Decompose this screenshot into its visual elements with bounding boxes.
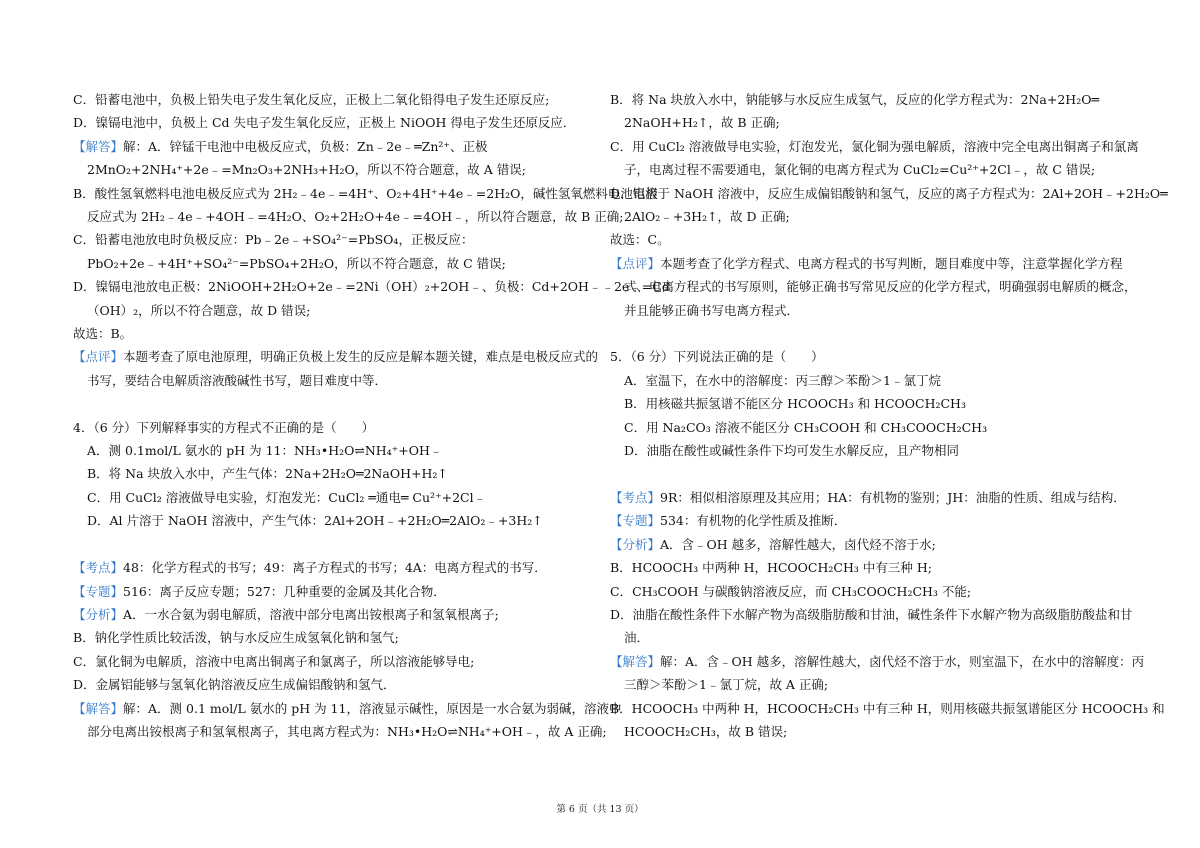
text-line [610, 603, 1133, 626]
line-text: PbO₂+2e﹣+4H⁺+SO₄²⁻=PbSO₄+2H₂O，所以不符合题意，故 C 错误; [87, 255, 506, 271]
line-text: D．Al 片溶于 NaOH 溶液中，产生气体：2Al+2OH﹣+2H₂O═2AlO₂﹣+3H₂↑ [87, 513, 543, 529]
text-line [610, 673, 1130, 696]
line-text: 4．（6 分）下列解释事实的方程式不正确的是（ ） [73, 419, 375, 435]
text-line [73, 673, 588, 696]
page-footer: 第 6 页（共 13 页） [556, 804, 644, 815]
spacer [610, 322, 1130, 345]
text-line [610, 111, 1130, 134]
text-line [73, 626, 588, 649]
section-tag: 【专题】 [73, 583, 124, 599]
text-line [610, 252, 1130, 275]
section-tag: 【解答】 [73, 700, 124, 716]
text-line [73, 88, 588, 111]
line-text: 故选：C。 [610, 232, 670, 248]
spacer [73, 392, 588, 415]
text-line [610, 158, 1130, 181]
line-text: D．镍镉电池放电正极：2NiOOH+2H₂O+2e﹣=2Ni（OH）₂+2OH﹣、负极：Cd+2OH﹣﹣2e﹣=Cd [73, 279, 670, 295]
text-line [73, 322, 588, 345]
line-text: B．HCOOCH₃ 中两种 H，HCOOCH₂CH₃ 中有三种 H，则用核磁共振氢谱能区分 HCOOCH₃ 和 [610, 700, 1165, 716]
text-line [610, 650, 1145, 673]
line-text: 2NaOH+H₂↑，故 B 正确; [624, 115, 780, 131]
text-line [73, 345, 599, 368]
line-text: C．氯化铜为电解质，溶液中电离出铜离子和氯离子，所以溶液能够导电; [73, 653, 475, 669]
text-line [610, 697, 1165, 720]
line-text: 5．（6 分）下列说法正确的是（ ） [610, 349, 824, 365]
section-tag: 【考点】 [73, 560, 124, 576]
line-text: 子，电离过程不需要通电，氯化铜的电离方程式为 CuCl₂=Cu²⁺+2Cl﹣，故 C 错误; [624, 162, 1096, 178]
line-text: C．用 CuCl₂ 溶液做导电实验，灯泡发光，氯化铜为强电解质，溶液中完全电离出铜离子和氯离 [610, 138, 1139, 154]
text-line [73, 439, 588, 462]
line-text: D．镍镉电池中，负极上 Cd 失电子发生氧化反应，正极上 NiOOH 得电子发生还原反应． [73, 115, 576, 131]
text-line [73, 556, 588, 579]
text-line [610, 369, 1130, 392]
text-line [610, 88, 1130, 111]
text-line [610, 509, 1130, 532]
text-line [610, 228, 1130, 251]
text-line [610, 135, 1139, 158]
line-text: 解：A．含﹣OH 越多，溶解性越大，卤代烃不溶于水，则室温下，在水中的溶解度：丙 [660, 653, 1145, 669]
section-tag: 【专题】 [610, 513, 661, 529]
text-line [73, 462, 588, 485]
text-line [73, 252, 588, 275]
text-line [610, 580, 1130, 603]
line-text: C．CH₃COOH 与碳酸钠溶液反应，而 CH₃COOCH₂CH₃ 不能; [610, 583, 972, 599]
line-text: 9R：相似相溶原理及其应用；HA：有机物的鉴别；JH：油脂的性质、组成与结构． [660, 489, 1126, 505]
text-line [610, 556, 1130, 579]
line-text: 并且能够正确书写电离方程式． [624, 302, 800, 318]
text-line [610, 439, 1130, 462]
line-text: B．将 Na 块放入水中，产生气体：2Na+2H₂O═2NaOH+H₂↑ [87, 466, 448, 482]
line-text: 解：A．测 0.1 mol/L 氨水的 pH 为 11，溶液显示碱性，原因是一水合氨为弱碱，溶液中 [123, 700, 622, 716]
line-text: B．用核磁共振氢谱不能区分 HCOOCH₃ 和 HCOOCH₂CH₃ [624, 396, 966, 412]
line-text: 书写，要结合电解质溶液酸碱性书写，题目难度中等． [87, 372, 388, 388]
line-text: B．酸性氢氧燃料电池电极反应式为 2H₂﹣4e﹣=4H⁺、O₂+4H⁺+4e﹣=2H₂O，碱性氢氧燃料电池电极 [73, 185, 658, 201]
text-line [610, 486, 1130, 509]
section-tag: 【分析】 [610, 536, 661, 552]
section-tag: 【点评】 [610, 255, 661, 271]
line-text: 2AlO₂﹣+3H₂↑，故 D 正确; [624, 209, 790, 225]
text-line [610, 392, 1130, 415]
line-text: （OH）₂，所以不符合题意，故 D 错误; [87, 302, 311, 318]
text-line [73, 182, 658, 205]
text-line [73, 158, 588, 181]
line-text: A．含﹣OH 越多，溶解性越大，卤代烃不溶于水; [660, 536, 936, 552]
line-text: 解：A．锌锰干电池中电极反应式，负极：Zn﹣2e﹣═Zn²⁺、正极 [123, 138, 488, 154]
text-line [73, 603, 588, 626]
line-text: B．将 Na 块放入水中，钠能够与水反应生成氢气，反应的化学方程式为：2Na+2H₂O═ [610, 92, 1099, 107]
text-line [73, 416, 588, 439]
section-tag: 【解答】 [610, 653, 661, 669]
text-line [610, 299, 1130, 322]
line-text: 本题考查了原电池原理，明确正负极上发生的反应是解本题关键，难点是电极反应式的 [123, 349, 599, 365]
line-text: B．钠化学性质比较活泼，钠与水反应生成氢氧化钠和氢气; [73, 630, 399, 646]
text-line [73, 111, 588, 134]
line-text: 三醇＞苯酚＞1﹣氯丁烷，故 A 正确; [624, 677, 829, 693]
text-line [73, 509, 588, 532]
line-text: C．铅蓄电池中，负极上铅失电子发生氧化反应，正极上二氧化铅得电子发生还原反应; [73, 92, 550, 107]
line-text: 48：化学方程式的书写；49：离子方程式的书写；4A：电离方程式的书写． [123, 560, 547, 576]
right-column [610, 88, 1168, 743]
text-line [610, 533, 1130, 556]
line-text: 本题考查了化学方程式、电离方程式的书写判断，题目难度中等，注意掌握化学方程 [660, 255, 1123, 271]
section-tag: 【点评】 [73, 349, 124, 365]
text-line [73, 228, 588, 251]
line-text: B．HCOOCH₃ 中两种 H，HCOOCH₂CH₃ 中有三种 H; [610, 560, 932, 576]
line-text: A．室温下，在水中的溶解度：丙三醇＞苯酚＞1﹣氯丁烷 [624, 372, 941, 388]
text-line [610, 205, 1130, 228]
line-text: D．油脂在酸性或碱性条件下均可发生水解反应，且产物相同 [624, 443, 960, 459]
line-text: C．用 Na₂CO₃ 溶液不能区分 CH₃COOH 和 CH₃COOCH₂CH₃ [624, 419, 988, 435]
text-line [610, 182, 1168, 205]
line-text: 部分电离出铵根离子和氢氧根离子，其电离方程式为：NH₃•H₂O⇌NH₄⁺+OH﹣，故 A 正确; [87, 723, 607, 739]
text-line [73, 580, 588, 603]
line-text: D．铝溶于 NaOH 溶液中，反应生成偏铝酸钠和氢气，反应的离子方程式为：2Al+2OH﹣+2H₂O═ [610, 185, 1168, 201]
line-text: 反应式为 2H₂﹣4e﹣+4OH﹣=4H₂O、O₂+2H₂O+4e﹣=4OH﹣，所以符合题意，故 B 正确; [87, 209, 624, 225]
text-line [73, 205, 624, 228]
line-text: D．金属铝能够与氢氧化钠溶液反应生成偏铝酸钠和氢气． [73, 677, 396, 693]
line-text: HCOOCH₂CH₃，故 B 错误; [624, 723, 788, 739]
section-tag: 【分析】 [73, 606, 124, 622]
line-text: 式、电离方程式的书写原则，能够正确书写常见反应的化学方程式，明确强弱电解质的概念， [624, 279, 1137, 295]
spacer [73, 533, 588, 556]
line-text: C．用 CuCl₂ 溶液做导电实验，灯泡发光：CuCl₂ ═通电═ Cu²⁺+2Cl﹣ [87, 489, 487, 505]
spacer [610, 462, 1130, 485]
text-line [73, 650, 588, 673]
line-text: C．铅蓄电池放电时负极反应：Pb﹣2e﹣+SO₄²⁻=PbSO₄，正极反应： [73, 232, 474, 248]
text-line [73, 486, 588, 509]
text-line [73, 275, 670, 298]
line-text: 2MnO₂+2NH₄⁺+2e﹣=Mn₂O₃+2NH₃+H₂O，所以不符合题意，故 A 错误; [87, 162, 526, 178]
line-text: 油． [624, 630, 650, 646]
text-line [73, 720, 607, 743]
text-line [73, 369, 588, 392]
line-text: 516：离子反应专题；527：几种重要的金属及其化合物． [123, 583, 446, 599]
section-tag: 【解答】 [73, 138, 124, 154]
text-line [610, 626, 1130, 649]
line-text: D．油脂在酸性条件下水解产物为高级脂肪酸和甘油，碱性条件下水解产物为高级脂肪酸盐和甘 [610, 606, 1133, 622]
text-line [610, 345, 1130, 368]
text-line [610, 275, 1137, 298]
section-tag: 【考点】 [610, 489, 661, 505]
text-line [73, 299, 588, 322]
text-line [73, 135, 588, 158]
line-text: 534：有机物的化学性质及推断． [660, 513, 847, 529]
line-text: A．一水合氨为弱电解质，溶液中部分电离出铵根离子和氢氧根离子; [123, 606, 499, 622]
line-text: 故选：B。 [73, 326, 133, 342]
line-text: A．测 0.1mol/L 氨水的 pH 为 11：NH₃•H₂O⇌NH₄⁺+OH﹣ [87, 443, 443, 459]
text-line [73, 697, 622, 720]
text-line [610, 720, 1130, 743]
text-line [610, 416, 1130, 439]
